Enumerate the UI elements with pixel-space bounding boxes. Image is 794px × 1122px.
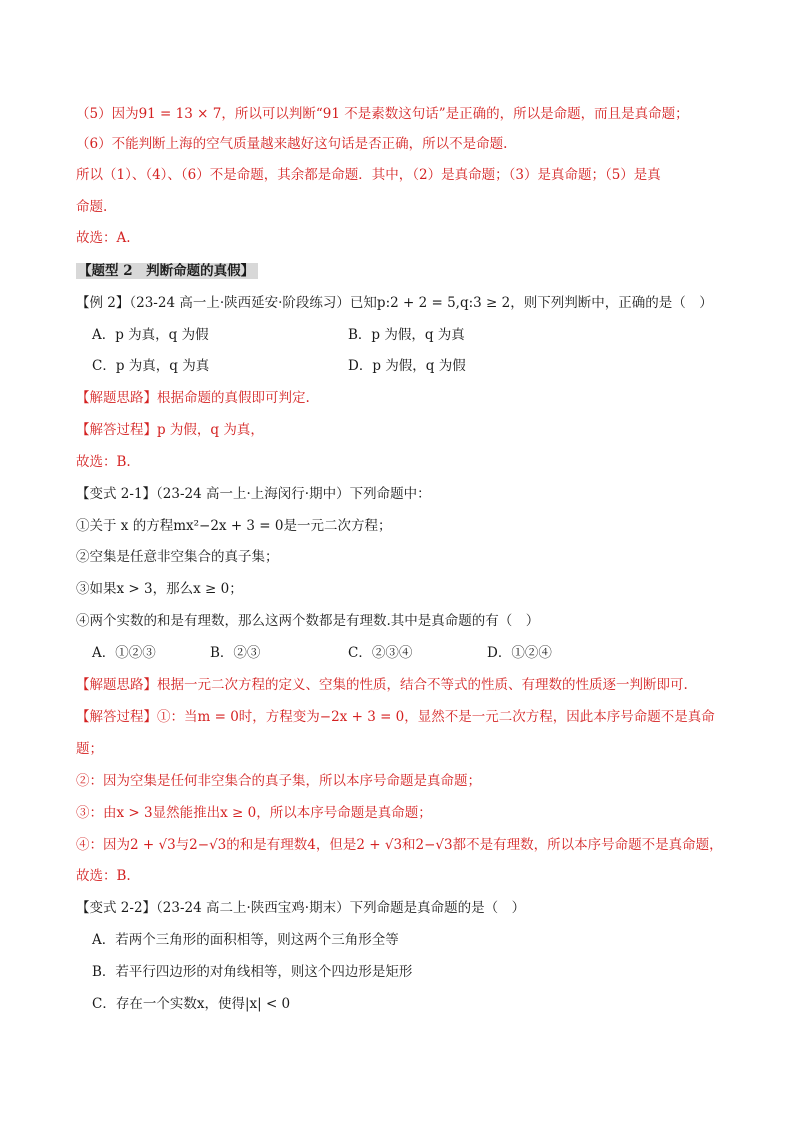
variant-2-1-process-2: ②：因为空集是任何非空集合的真子集，所以本序号命题是真命题； — [76, 773, 481, 789]
solution-summary-2: 命题. — [76, 199, 108, 215]
example-2-choice-d: D．p 为假，q 为假 — [348, 358, 466, 374]
example-2-thinking: 【解题思路】根据命题的真假即可判定. — [76, 390, 310, 406]
variant-2-1-item-2: ②空集是任意非空集合的真子集； — [76, 549, 279, 565]
example-2-answer: 故选：B. — [76, 454, 131, 470]
variant-2-1-question: 【变式 2-1】（23-24 高一上·上海闵行·期中）下列命题中： — [76, 486, 431, 502]
variant-2-1-process-1-cont: 题； — [76, 741, 103, 757]
variant-2-1-process-3: ③：由x > 3显然能推出x ≥ 0，所以本序号命题是真命题； — [76, 805, 432, 821]
variant-2-1-choice-d: D．①②④ — [487, 645, 552, 661]
variant-2-1-process-4: ④：因为2 + √3与2−√3的和是有理数4，但是2 + √3和2−√3都不是有理数，所以本序号命题不是真命题， — [76, 837, 723, 853]
variant-2-1-choice-b: B．②③ — [210, 645, 261, 661]
example-2-choice-a: A．p 为真，q 为假 — [92, 327, 209, 343]
variant-2-2-choice-c: C．存在一个实数x，使得|x| < 0 — [92, 996, 291, 1012]
variant-2-1-process-1: 【解答过程】①：当m = 0时，方程变为−2x + 3 = 0，显然不是一元二次方程，因此本序号命题不是真命 — [76, 709, 715, 725]
variant-2-1-item-1: ①关于 x 的方程mx²−2x + 3 = 0是一元二次方程； — [76, 518, 392, 534]
example-2-choice-b: B．p 为假，q 为真 — [348, 327, 465, 343]
variant-2-1-choice-c: C．②③④ — [348, 645, 413, 661]
variant-2-1-item-3: ③如果x > 3，那么x ≥ 0； — [76, 581, 243, 597]
variant-2-1-thinking: 【解题思路】根据一元二次方程的定义、空集的性质，结合不等式的性质、有理数的性质逐一判断即可. — [76, 677, 688, 693]
example-2-process: 【解答过程】p 为假，q 为真， — [76, 422, 264, 438]
variant-2-1-answer: 故选：B. — [76, 868, 131, 884]
section-heading-label: 【题型 2 判断命题的真假】 — [76, 263, 258, 279]
variant-2-1-choice-a: A．①②③ — [92, 645, 156, 661]
example-2-question: 【例 2】（23-24 高一上·陕西延安·阶段练习）已知p:2 + 2 = 5,q:3 ≥ 2，则下列判断中，正确的是（ ） — [76, 295, 713, 311]
variant-2-2-question: 【变式 2-2】（23-24 高二上·陕西宝鸡·期末）下列命题是真命题的是（ ） — [76, 900, 526, 916]
variant-2-1-item-4: ④两个实数的和是有理数，那么这两个数都是有理数.其中是真命题的有（ ） — [76, 613, 540, 629]
solution-line-5: （5）因为91 = 13 × 7，所以可以判断“91 不是素数这句话”是正确的，所以是命题，而且是真命题； — [76, 106, 689, 122]
solution-line-6: （6）不能判断上海的空气质量越来越好这句话是否正确，所以不是命题. — [76, 136, 508, 152]
example-2-choice-c: C．p 为真，q 为真 — [92, 358, 210, 374]
solution-summary-1: 所以（1）、（4）、（6）不是命题，其余都是命题．其中，（2）是真命题；（3）是真命题；（5）是真 — [76, 167, 661, 183]
variant-2-2-choice-a: A．若两个三角形的面积相等，则这两个三角形全等 — [92, 932, 399, 948]
answer-line: 故选：A. — [76, 230, 131, 246]
section-heading — [76, 261, 732, 281]
variant-2-2-choice-b: B．若平行四边形的对角线相等，则这个四边形是矩形 — [92, 964, 413, 980]
